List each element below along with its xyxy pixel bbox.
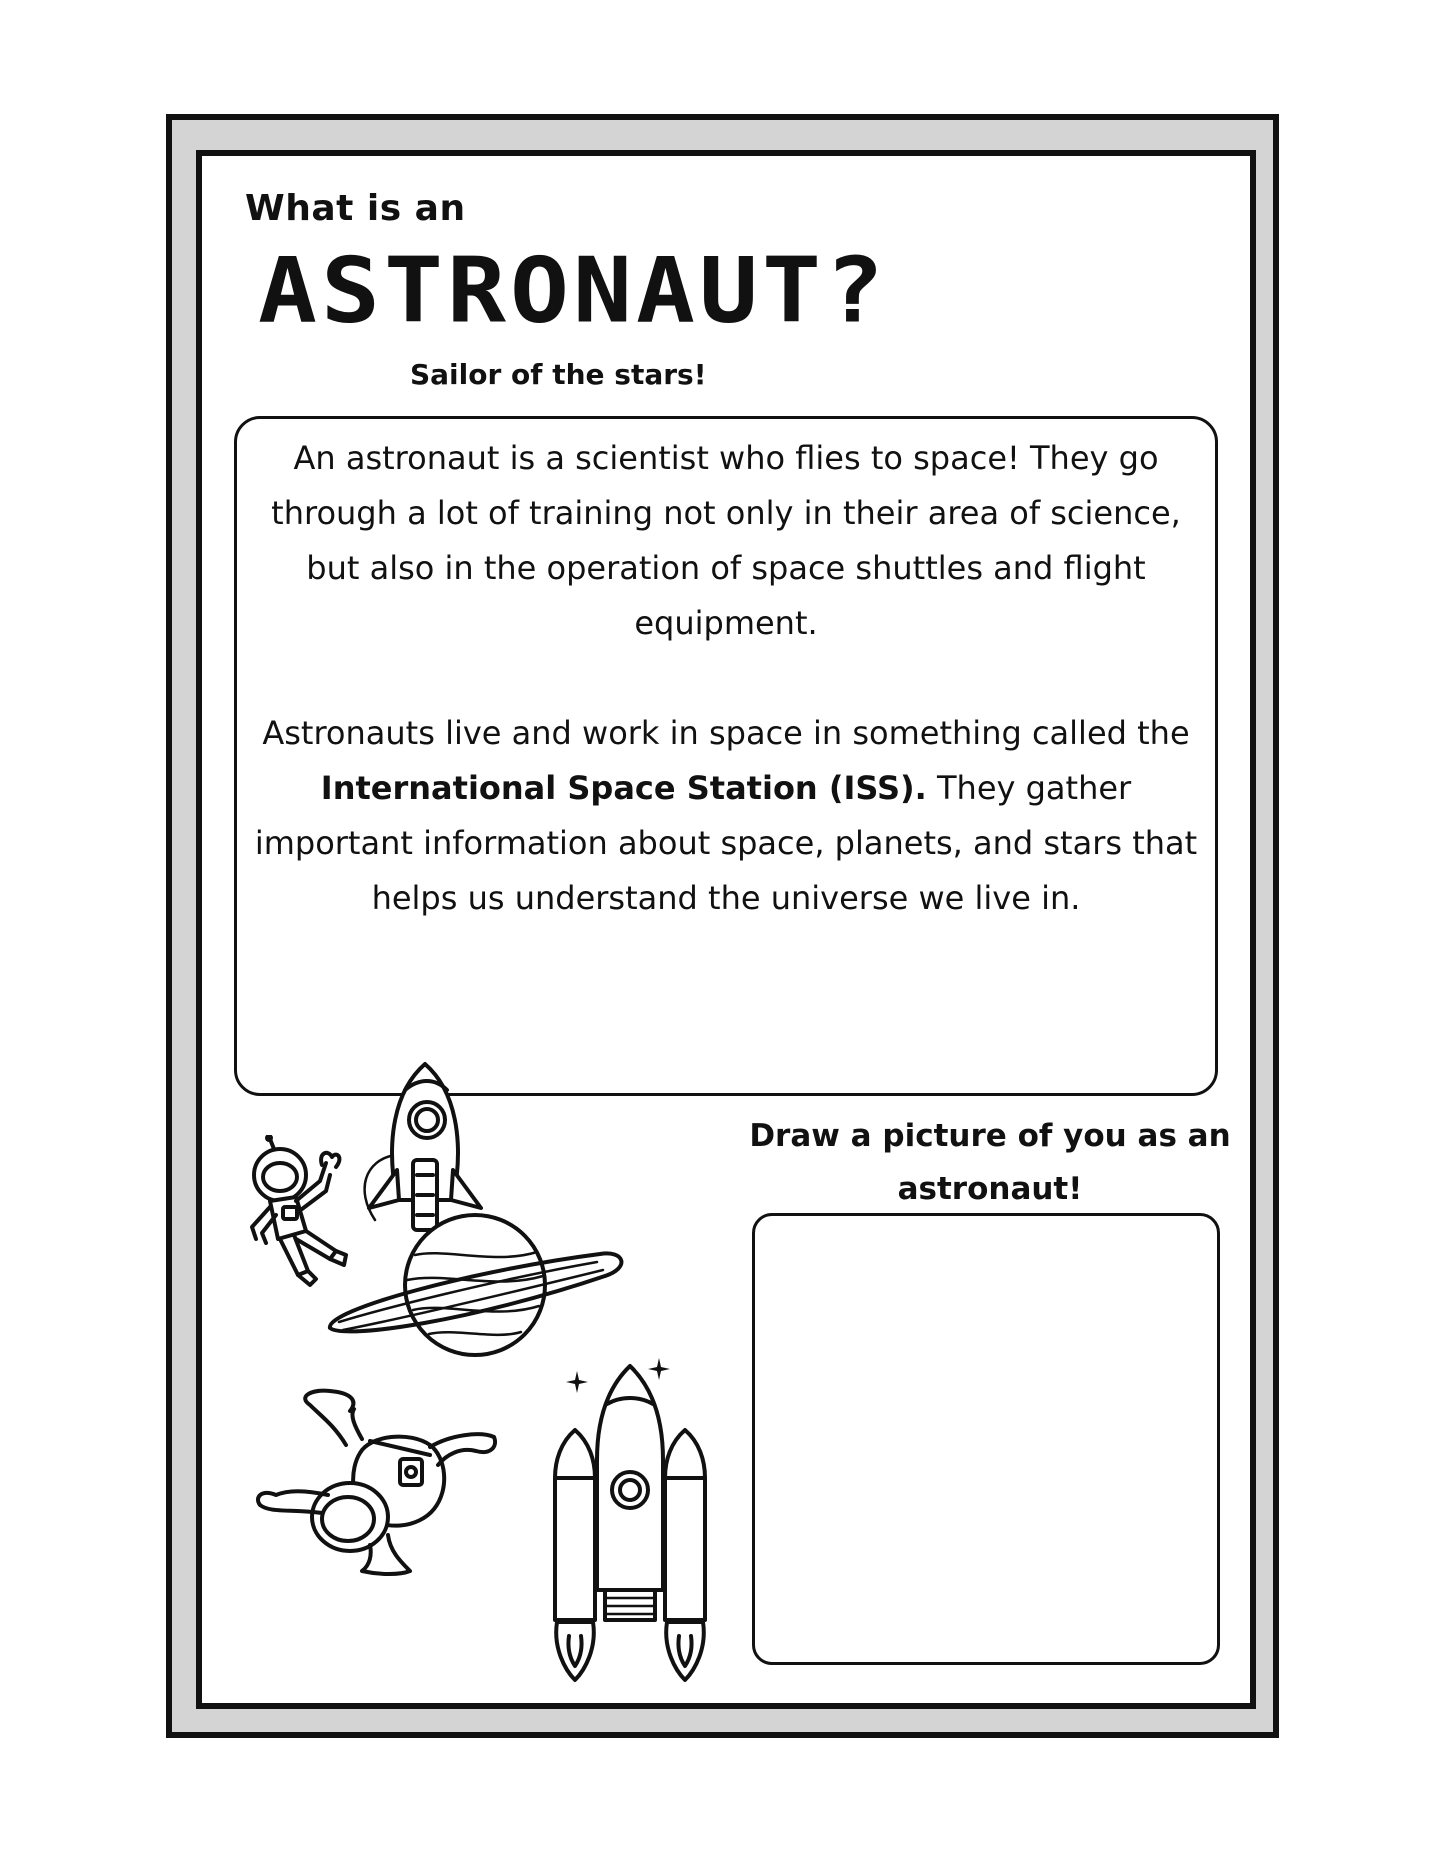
ringed-planet-icon	[325, 1210, 625, 1360]
page-title: ASTRONAUT?	[258, 238, 889, 344]
space-shuttle-icon	[545, 1360, 715, 1685]
paragraph-two-start: Astronauts live and work in space in something called the	[262, 714, 1190, 752]
sparkle-star-icon	[647, 1357, 671, 1381]
iss-bold-text: International Space Station (ISS).	[320, 769, 927, 807]
info-text-box	[234, 416, 1218, 1096]
drawing-area[interactable]	[752, 1213, 1220, 1665]
paragraph-two	[243, 706, 1209, 926]
subtitle: Sailor of the stars!	[410, 358, 707, 391]
intro-heading: What is an	[245, 188, 466, 229]
dancing-astronaut-icon	[250, 1385, 500, 1580]
sparkle-star-icon	[565, 1370, 589, 1394]
paragraph-one: An astronaut is a scientist who flies to space! They go through a lot of training not only in their area of science, but also in the operation of space shuttles and flight equipment.	[271, 439, 1181, 642]
paragraph-two-end: They gather important information about space, planets, and stars that helps us understand the universe we live in.	[254, 769, 1198, 917]
draw-prompt: Draw a picture of you as an astronaut!	[749, 1118, 1231, 1207]
